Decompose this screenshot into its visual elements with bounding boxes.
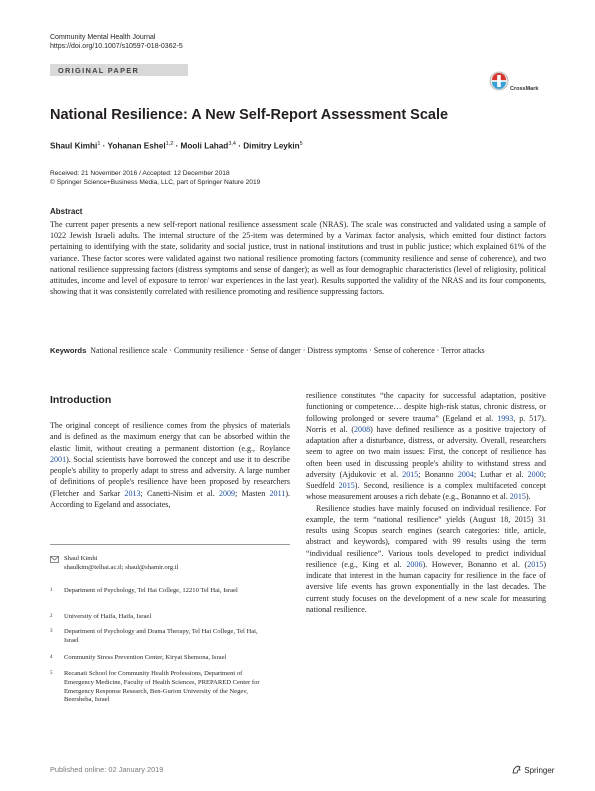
crossmark-icon (489, 71, 509, 93)
citation-link[interactable]: 2015 (338, 481, 355, 490)
author-affil: 3,4 (228, 141, 236, 147)
text-run: ; Luthar et al. (473, 469, 528, 479)
affiliation-number: 3 (50, 629, 53, 634)
text-run: ; Canetti-Nisim et al. (140, 488, 219, 498)
affiliation-item (50, 670, 260, 705)
affiliation-number: 2 (50, 614, 53, 619)
intro-right-column (306, 390, 546, 615)
affiliation-item (50, 613, 260, 622)
correspondence-name: Shaul Kimhi (64, 555, 98, 562)
paper-title: National Resilience: A New Self-Report Assessment Scale (50, 107, 449, 123)
citation-link[interactable]: 2015 (527, 559, 544, 569)
citation-link[interactable]: 2000 (527, 469, 544, 479)
introduction-heading: Introduction (50, 394, 112, 406)
author-affil: 1 (97, 141, 101, 147)
citation-link[interactable]: 2015 (402, 469, 419, 479)
intro-paragraph (50, 420, 290, 510)
author-name[interactable]: Dimitry Leykin (243, 141, 300, 151)
affiliation-text: Department of Psychology, Tel Hai College, 12210 Tel Hai, Israel (64, 587, 238, 594)
text-run: resilience constitutes “the capacity for successful adaptation, positive functioning or competence… despite high-risk status, chronic distress, or following prolonged or severe trauma” (Egeland et al. (306, 391, 546, 423)
author-name[interactable]: Yohanan Eshel (107, 141, 166, 151)
springer-horse-icon (512, 765, 522, 774)
author-list (50, 141, 303, 151)
keywords (50, 346, 546, 356)
journal-doi[interactable]: https://doi.org/10.1007/s10597-018-0362-5 (50, 43, 183, 50)
affiliation-item (50, 654, 276, 663)
text-run: , p. 517). Norris et al. ( (306, 413, 546, 434)
text-run: ) indicate that interest in the human capacity for resilience in the face of aversive life events has grown exponentially in the last decades. The current study focuses on the development of a new scale for measuring national resilience. (306, 559, 546, 614)
affiliation-item (50, 587, 260, 596)
abstract-text: The current paper presents a new self-report national resilience assessment scale (NRAS). The scale was constructed and validated using a sample of 1022 Jewish Israeli adults. The internal structure of the 25-item was determined by a Varimax factor analysis, which emitted four distinct factors pertaining to identifying with the state, solidarity and social justice, trust in national institutions and trust in public justice; which explained 61% of the variance. These factor scores were validated against two national resilience promoting factors (community resilience and sense of coherence), and two national resilience suppressing factors (distress symptoms and sense of danger); as well as four demographic characteristics (level of religiosity, political attitudes, income and level of exposure to terror/ war experiences in the last year). Results supported the validity of the NRAS and its four components, showing that it was consistently correlated with resilience promoting and resilience suppressing factors. (50, 220, 546, 297)
intro-left-column (50, 420, 290, 510)
copyright-line: © Springer Science+Business Media, LLC, part of Springer Nature 2019 (50, 179, 261, 186)
affiliation-number: 5 (50, 671, 53, 676)
text-run: ; Masten (235, 488, 270, 498)
citation-link[interactable]: 1993 (497, 413, 514, 423)
affiliation-text: Department of Psychology and Drama Therapy, Tel Hai College, Tel Hai, Israel (64, 628, 258, 644)
intro-paragraph (306, 503, 546, 616)
citation-link[interactable]: 2001 (50, 454, 67, 464)
text-run: ). Second, resilience is a complex multifaceted concept whose measurement arouses a rich debate (e.g., Bonanno et al. (306, 481, 547, 502)
journal-name: Community Mental Health Journal (50, 34, 156, 41)
citation-link[interactable]: 2015 (509, 492, 526, 502)
text-run: ). (525, 492, 531, 502)
citation-link[interactable]: 2013 (124, 488, 141, 498)
text-run: ). However, Bonanno et al. ( (422, 559, 528, 569)
affiliation-text: Recanati School for Community Health Professions, Department of Emergency Medicine, Faculty of Health Sciences, PREPARED Center for Emergency Response Research, Ben-Gurion University of the Negev, Beersheba, Israel (64, 670, 260, 704)
author-affil: 1,2 (165, 141, 174, 147)
affiliation-number: 1 (50, 588, 53, 593)
publisher-name: Springer (524, 766, 555, 775)
affiliation-number: 4 (50, 655, 53, 660)
affiliation-text: University of Haifa, Haifa, Israel (64, 613, 152, 620)
affiliation-item (50, 628, 260, 646)
citation-link[interactable]: 2011 (269, 488, 286, 498)
author-name[interactable]: Shaul Kimhi (50, 141, 98, 151)
text-run: ) have defined resilience as a positive trajectory of adaptation after a disturbance, distress, or adversity. Overall, researchers seem to agree on two main issues: First, the concept of resilience has often been used in discussing people's ability to withstand stress and adversity (Ajdukovic et al. (306, 424, 546, 479)
text-run: Resilience studies have mainly focused on individual resilience. For example, the term “national resilience” yields (August 18, 2015) 31 results using Scopus search engines (search categories: title, article, abstract and keywords), compared with 99 results using the term “individual resilience”. Various tools developed to predict individual resilience (e.g., King et al. (306, 503, 546, 569)
text-run: ; Suedfeld (306, 469, 546, 490)
crossmark-label: CrossMark (510, 86, 539, 92)
author-separator: · (173, 141, 181, 151)
author-separator: · (235, 141, 244, 151)
abstract-heading: Abstract (50, 207, 83, 216)
text-run: The original concept of resilience comes from the physics of materials and is defined as the maximum energy that can be absorbed within the elastic limit, without creating a permanent distortion (e.g., Roylance (50, 421, 290, 453)
author-name[interactable]: Mooli Lahad (180, 141, 229, 151)
section-label: ORIGINAL PAPER (58, 66, 140, 75)
keywords-label: Keywords (50, 346, 87, 355)
author-separator: · (100, 141, 108, 151)
published-online: Published online: 02 January 2019 (50, 765, 164, 774)
received-accepted-dates: Received: 21 November 2016 / Accepted: 12 December 2018 (50, 170, 230, 177)
text-run: ). According to Egeland and associates, (50, 488, 291, 509)
envelope-icon (50, 556, 59, 563)
citation-link[interactable]: 2004 (457, 469, 474, 479)
text-run: ; Bonanno (418, 469, 458, 479)
citation-link[interactable]: 2009 (218, 488, 236, 498)
author-affil: 5 (299, 141, 303, 147)
footnote-divider (50, 544, 290, 545)
intro-paragraph (306, 390, 546, 503)
citation-link[interactable]: 2008 (354, 424, 371, 434)
publisher-logo (512, 765, 554, 775)
text-run: ). Social scientists have borrowed the concept and use it to describe people's ability to properly adapt to stress and adversity. A large number of definitions of people's resilience have been proposed by researchers (Fletcher and Sarkar (50, 454, 290, 498)
citation-link[interactable]: 2006 (406, 559, 423, 569)
affiliation-text: Community Stress Prevention Center, Kiryat Shemona, Israel (64, 654, 227, 661)
keywords-text: National resilience scale · Community resilience · Sense of danger · Distress symptoms · Sense of coherence · Terror attacks (90, 346, 485, 355)
crossmark-badge[interactable] (489, 71, 547, 97)
correspondence-emails[interactable]: shaulkim@telhai.ac.il; shaul@shamir.org.il (64, 563, 179, 571)
